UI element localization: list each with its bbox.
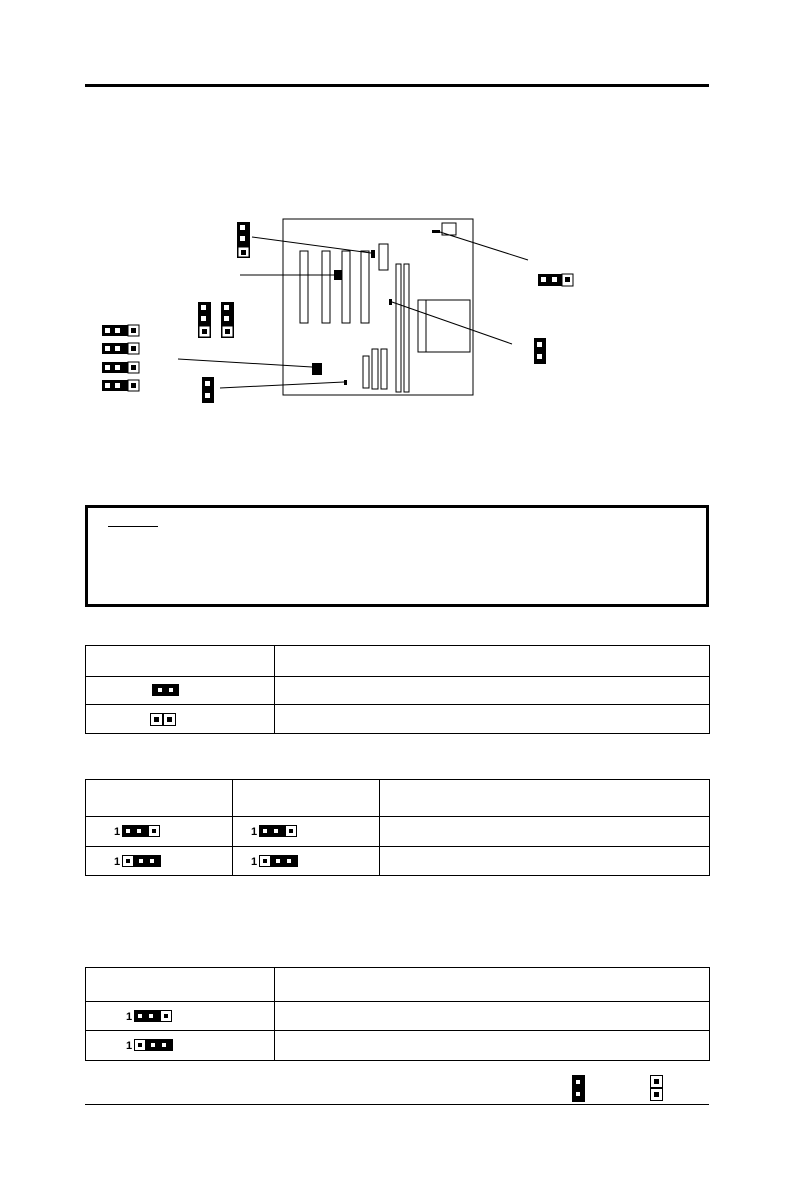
expansion-slot bbox=[322, 251, 330, 323]
jumper-closed-vertical-icon bbox=[572, 1075, 586, 1103]
table-cell bbox=[86, 677, 275, 704]
table-cell bbox=[233, 846, 380, 875]
table-cell bbox=[275, 1031, 710, 1061]
lower-slot bbox=[381, 349, 387, 389]
lower-slot bbox=[372, 349, 378, 389]
table-cell bbox=[86, 1001, 275, 1031]
jumper-2pin-vertical bbox=[534, 338, 546, 364]
table-header bbox=[275, 646, 710, 677]
jumper-3pin-vertical bbox=[198, 302, 211, 338]
table-header bbox=[233, 780, 380, 817]
pin1-label: 1 bbox=[251, 826, 258, 839]
jumper-closed-icon bbox=[152, 684, 180, 697]
table-cell bbox=[275, 677, 710, 704]
pin1-label: 1 bbox=[114, 826, 121, 839]
jumper-1-2-icon bbox=[126, 1009, 176, 1023]
jumper-open-icon bbox=[150, 713, 178, 727]
jumper-3pin-horizontal-stack bbox=[102, 325, 139, 391]
pin1-label: 1 bbox=[114, 855, 121, 868]
jumper-2-3-icon bbox=[114, 854, 166, 868]
table-cell bbox=[275, 1001, 710, 1031]
table-header bbox=[275, 968, 710, 1002]
footer-rule bbox=[85, 1104, 709, 1105]
table-cell bbox=[86, 1031, 275, 1061]
table-header bbox=[86, 646, 275, 677]
jumper-3pin-horizontal bbox=[538, 274, 573, 286]
expansion-slot bbox=[300, 251, 308, 323]
pin1-label: 1 bbox=[126, 1040, 133, 1053]
pin1-label: 1 bbox=[126, 1010, 133, 1023]
expansion-slot bbox=[342, 251, 350, 323]
jumper-3pin-vertical bbox=[221, 302, 234, 338]
jumper-2-3-icon bbox=[251, 854, 303, 868]
note-label-underline bbox=[108, 526, 158, 527]
table-cell bbox=[275, 704, 710, 733]
lower-slot bbox=[363, 356, 369, 388]
pin1-label: 1 bbox=[251, 855, 258, 868]
jumper-2pin-vertical bbox=[202, 377, 214, 403]
memory-slot bbox=[404, 264, 409, 392]
table-cell bbox=[86, 846, 233, 875]
table-cell bbox=[380, 817, 710, 846]
jumper-1-2-icon bbox=[114, 824, 164, 838]
board-jumper bbox=[312, 363, 322, 375]
cpu-socket-inner bbox=[418, 300, 426, 352]
jumper-2-3-icon bbox=[126, 1038, 178, 1052]
note-box bbox=[85, 505, 709, 607]
table-header bbox=[380, 780, 710, 817]
table-header bbox=[86, 780, 233, 817]
table-cell bbox=[86, 817, 233, 846]
jumper-table-1 bbox=[85, 645, 710, 734]
board-jumper bbox=[389, 299, 392, 305]
jumper-1-2-icon bbox=[251, 824, 301, 838]
motherboard-layout-diagram bbox=[0, 0, 793, 420]
jumper-table-3 bbox=[85, 967, 710, 1061]
jumper-open-vertical-icon bbox=[650, 1075, 664, 1103]
memory-slot bbox=[396, 264, 401, 392]
board-jumper bbox=[344, 380, 347, 385]
expansion-slot bbox=[361, 251, 369, 323]
jumper-table-2 bbox=[85, 779, 710, 876]
board-jumper bbox=[371, 250, 375, 258]
table-header bbox=[86, 968, 275, 1002]
table-cell bbox=[380, 846, 710, 875]
table-cell bbox=[233, 817, 380, 846]
table-cell bbox=[86, 704, 275, 733]
jumper-3pin-vertical bbox=[237, 222, 250, 258]
chip bbox=[379, 244, 388, 270]
